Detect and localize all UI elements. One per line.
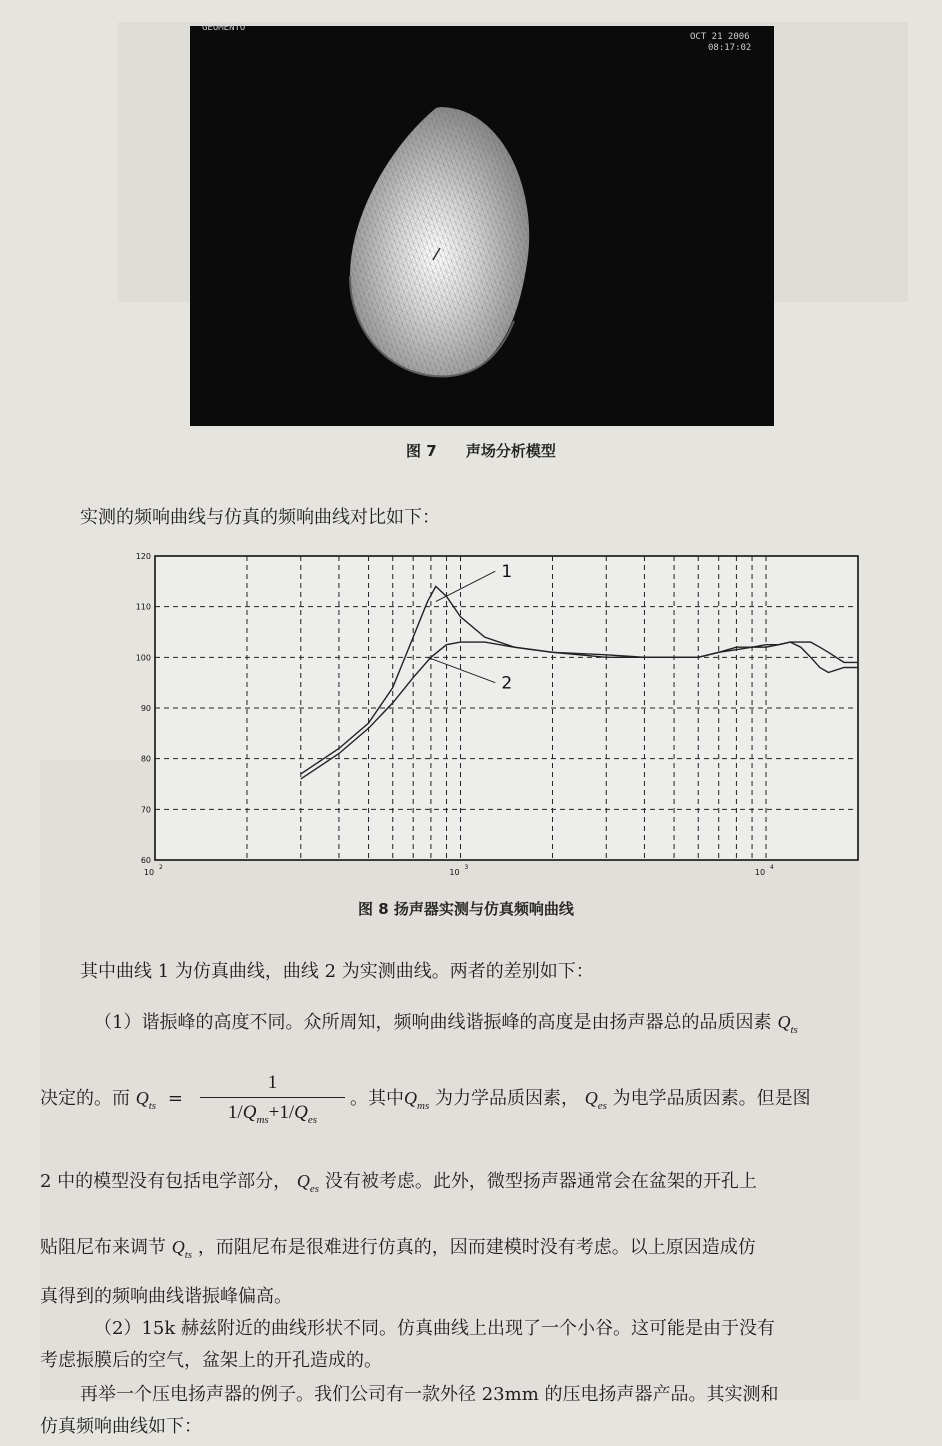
paragraph-9: 再举一个压电扬声器的例子。我们公司有一款外径 23mm 的压电扬声器产品。其实测和 (80, 1384, 779, 1405)
paragraph-3-text-d: 为电学品质因素。但是图 (612, 1088, 811, 1109)
sub-ms: ms (256, 1114, 269, 1126)
sub-ts: ts (790, 1024, 798, 1036)
paragraph-4-text-b: 没有被考虑。此外，微型扬声器通常会在盆架的开孔上 (324, 1171, 757, 1192)
y-tick-label: 110 (135, 602, 151, 612)
figure-7-caption (406, 440, 556, 461)
fraction-numerator: 1 (267, 1072, 278, 1093)
symbol-qts-2 (135, 1088, 157, 1112)
x-tick-label: 10 (449, 868, 460, 877)
paragraph-6: 真得到的频响曲线谐振峰偏高。 (40, 1286, 292, 1307)
den-part-b: +1/ (268, 1102, 295, 1123)
symbol-qts-3 (171, 1237, 193, 1261)
y-tick-label: 120 (135, 552, 151, 561)
symbol-qms (404, 1088, 430, 1112)
annotation-label-1: 1 (501, 562, 513, 583)
fraction (200, 1072, 345, 1131)
equals-sign: = (167, 1088, 183, 1109)
paragraph-10: 仿真频响曲线如下： (40, 1416, 202, 1437)
paragraph-3-text-a: 决定的。而 (40, 1088, 130, 1109)
symbol-qes-2 (296, 1171, 320, 1195)
paragraph-3-continued (350, 1087, 811, 1117)
frequency-response-chart (130, 548, 870, 890)
paragraph-5-text-b: ，而阻尼布是很难进行仿真的，因而建模时没有考虑。以上原因造成仿 (197, 1237, 756, 1258)
q-letter: Q (584, 1088, 598, 1108)
fig7-corner-label: GEOMENTO (202, 23, 246, 33)
figure-7-image (190, 23, 774, 426)
symbol-qts-1 (777, 1012, 798, 1036)
y-tick-label: 100 (135, 653, 151, 663)
x-tick-exponent: 4 (770, 864, 774, 871)
paragraph-4 (40, 1170, 757, 1200)
paragraph-3-text-b: 。其中 (350, 1088, 404, 1109)
fraction-bar (200, 1097, 345, 1098)
hemisphere-mesh (190, 26, 774, 426)
x-tick-label: 10 (143, 868, 155, 877)
fig7-date: OCT 21 2006 (690, 32, 750, 42)
x-tick-exponent: 2 (159, 864, 163, 871)
sub-es: es (597, 1100, 607, 1112)
q-letter: Q (294, 1102, 308, 1123)
annotation-label-2: 2 (501, 673, 513, 694)
symbol-qms-den (242, 1102, 269, 1126)
paragraph-2 (94, 1011, 798, 1041)
sub-ms: ms (417, 1100, 430, 1112)
y-tick-label: 70 (140, 805, 151, 815)
paragraph-8: 考虑振膜后的空气，盆架上的开孔造成的。 (40, 1350, 382, 1371)
paragraph-3-text-c: 为力学品质因素， (434, 1088, 579, 1109)
y-tick-label: 80 (140, 754, 151, 764)
x-tick-exponent: 3 (464, 864, 469, 871)
paragraph-1: 其中曲线 1 为仿真曲线，曲线 2 为实测曲线。两者的差别如下： (80, 961, 594, 982)
q-letter: Q (242, 1102, 257, 1123)
q-letter: Q (296, 1171, 310, 1191)
den-part-a: 1/ (227, 1102, 243, 1123)
figure-7-caption-number: 图 7 (406, 442, 437, 460)
paragraph-4-text-a: 2 中的模型没有包括电学部分， (40, 1171, 292, 1192)
q-letter: Q (404, 1088, 417, 1108)
sub-es: es (309, 1183, 320, 1195)
fraction-denominator (200, 1102, 345, 1131)
x-tick-label: 10 (754, 868, 766, 877)
y-tick-label: 90 (140, 704, 151, 713)
figure-8-caption: 图 8 扬声器实测与仿真频响曲线 (358, 900, 574, 918)
figure-7-caption-text: 声场分析模型 (465, 442, 556, 460)
intro-line: 实测的频响曲线与仿真的频响曲线对比如下： (80, 507, 440, 528)
q-letter: Q (135, 1088, 149, 1108)
sub-ts: ts (148, 1100, 157, 1112)
paragraph-5 (40, 1236, 756, 1266)
y-tick-label: 60 (140, 856, 151, 865)
paragraph-7: （2）15k 赫兹附近的曲线形状不同。仿真曲线上出现了一个小谷。这可能是由于没有 (94, 1318, 775, 1339)
frequency-response-svg (130, 548, 870, 890)
sub-ts: ts (184, 1249, 193, 1261)
q-letter: Q (171, 1237, 185, 1257)
paragraph-2-text: （1）谐振峰的高度不同。众所周知，频响曲线谐振峰的高度是由扬声器总的品质因素 (94, 1012, 772, 1033)
q-letter: Q (777, 1012, 791, 1032)
fig7-time: 08:17:02 (708, 43, 752, 53)
sub-es: es (307, 1114, 318, 1126)
symbol-qes (584, 1088, 607, 1112)
paragraph-5-text-a: 贴阻尼布来调节 (40, 1237, 166, 1258)
symbol-qes-den (294, 1102, 318, 1126)
paragraph-3 (40, 1087, 189, 1117)
